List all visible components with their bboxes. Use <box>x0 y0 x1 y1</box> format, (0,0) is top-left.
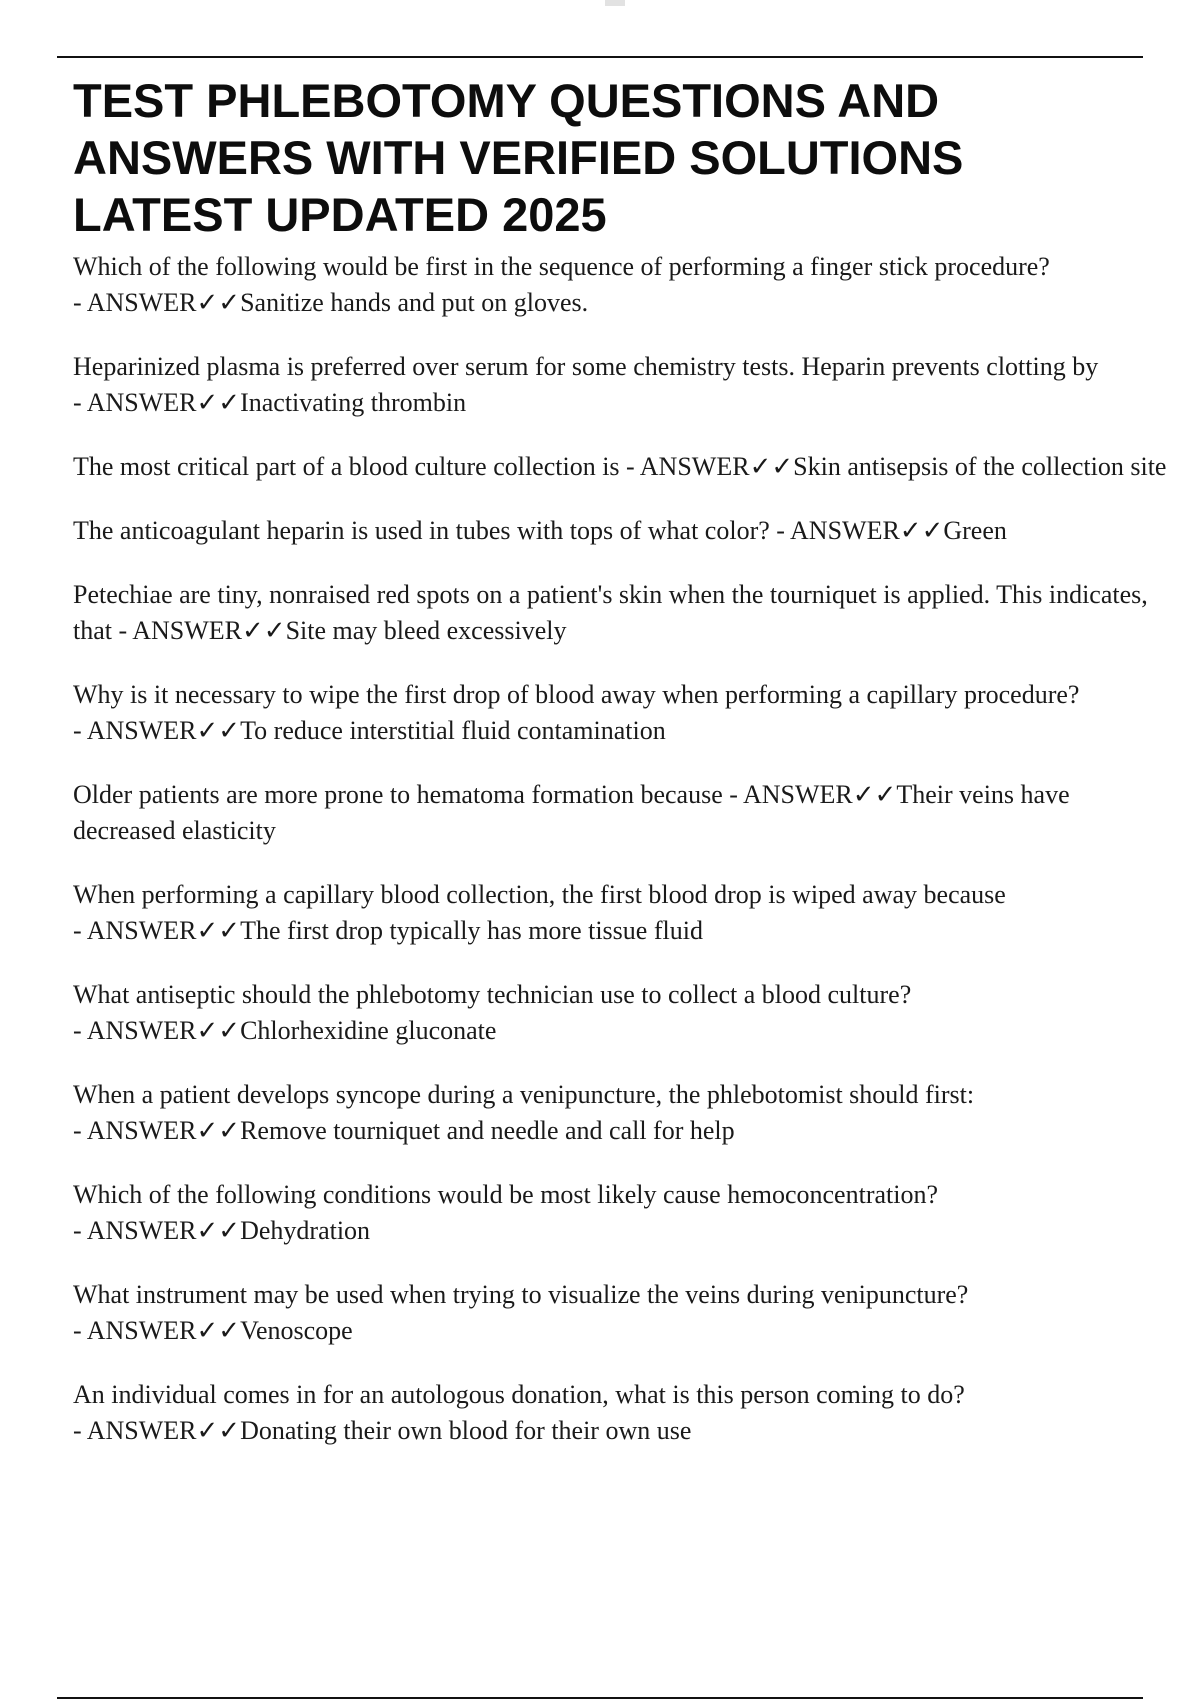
answer-label: ANSWER <box>86 916 197 945</box>
answer-text: Remove tourniquet and needle and call for help <box>240 1116 735 1145</box>
separator: - <box>73 1416 87 1445</box>
question-text: An individual comes in for an autologous donation, what is this person coming to do? <box>73 1380 965 1409</box>
answer-label: ANSWER <box>790 516 900 545</box>
answer-text: Green <box>943 516 1007 545</box>
question-text: Which of the following conditions would be most likely cause hemoconcentration? <box>73 1180 939 1209</box>
double-check-icon: ✓✓ <box>242 616 286 645</box>
qa-item <box>73 677 1173 749</box>
qa-item <box>73 1077 1173 1149</box>
answer-text: Their veins have decreased elasticity <box>73 780 1070 845</box>
double-check-icon: ✓✓ <box>852 780 897 809</box>
question-text: Heparinized plasma is preferred over serum for some chemistry tests. Heparin prevents clotting by <box>73 352 1099 381</box>
header-rule <box>57 56 1143 58</box>
separator: - <box>769 516 791 545</box>
answer-label: ANSWER <box>639 452 750 481</box>
qa-item <box>73 349 1173 421</box>
footer-rule <box>57 1697 1143 1699</box>
double-check-icon: ✓✓ <box>749 452 794 481</box>
double-check-icon: ✓✓ <box>196 1316 241 1345</box>
answer-label: ANSWER <box>86 1316 197 1345</box>
question-text: Why is it necessary to wipe the first drop of blood away when performing a capillary procedure? <box>73 680 1080 709</box>
question-text: Older patients are more prone to hematoma formation because <box>73 780 723 809</box>
answer-label: ANSWER <box>86 716 197 745</box>
page-top-marker <box>605 0 625 6</box>
separator: - <box>73 916 87 945</box>
question-text: The most critical part of a blood culture collection is <box>73 452 620 481</box>
title-line-3: LATEST UPDATED 2025 <box>73 188 607 241</box>
answer-label: ANSWER <box>86 288 197 317</box>
double-check-icon: ✓✓ <box>196 288 241 317</box>
qa-item <box>73 513 1173 549</box>
separator: - <box>73 1116 87 1145</box>
qa-item <box>73 249 1173 321</box>
question-text: What instrument may be used when trying to visualize the veins during venipuncture? <box>73 1280 969 1309</box>
question-text: Petechiae are tiny, nonraised red spots on a patient's skin when the tourniquet is applied. This indicates, that <box>73 580 1148 645</box>
double-check-icon: ✓✓ <box>196 1416 241 1445</box>
separator: - <box>73 716 87 745</box>
answer-label: ANSWER <box>86 1016 197 1045</box>
separator: - <box>73 288 87 317</box>
question-text: Which of the following would be first in the sequence of performing a finger stick procedure? <box>73 252 1050 281</box>
answer-text: To reduce interstitial fluid contamination <box>240 716 666 745</box>
answer-text: Site may bleed excessively <box>285 616 567 645</box>
title-line-2: ANSWERS WITH VERIFIED SOLUTIONS <box>73 131 964 184</box>
separator: - <box>73 1216 87 1245</box>
answer-text: Inactivating thrombin <box>240 388 467 417</box>
question-text: What antiseptic should the phlebotomy technician use to collect a blood culture? <box>73 980 912 1009</box>
answer-text: Donating their own blood for their own use <box>240 1416 692 1445</box>
qa-list <box>73 249 1173 1449</box>
document-body <box>73 72 1173 1477</box>
separator: - <box>722 780 743 809</box>
qa-item <box>73 449 1173 485</box>
separator: - <box>619 452 640 481</box>
double-check-icon: ✓✓ <box>196 388 241 417</box>
answer-text: Venoscope <box>240 1316 353 1345</box>
qa-item <box>73 1277 1173 1349</box>
double-check-icon: ✓✓ <box>196 1016 241 1045</box>
double-check-icon: ✓✓ <box>196 1216 241 1245</box>
answer-text: Dehydration <box>240 1216 371 1245</box>
separator: - <box>73 1316 87 1345</box>
answer-label: ANSWER <box>86 388 197 417</box>
qa-item <box>73 977 1173 1049</box>
title-line-1: TEST PHLEBOTOMY QUESTIONS AND <box>73 74 940 127</box>
qa-item <box>73 1377 1173 1449</box>
document-title <box>73 72 1173 243</box>
double-check-icon: ✓✓ <box>196 1116 241 1145</box>
qa-item <box>73 877 1173 949</box>
answer-text: Skin antisepsis of the collection site <box>793 452 1167 481</box>
separator: - <box>73 1016 87 1045</box>
answer-text: Chlorhexidine gluconate <box>240 1016 497 1045</box>
answer-text: The first drop typically has more tissue fluid <box>240 916 703 945</box>
double-check-icon: ✓✓ <box>899 516 944 545</box>
separator: - <box>73 388 87 417</box>
qa-item <box>73 777 1173 849</box>
answer-label: ANSWER <box>132 616 243 645</box>
qa-item <box>73 1177 1173 1249</box>
question-text: When performing a capillary blood collection, the first blood drop is wiped away because <box>73 880 1006 909</box>
answer-label: ANSWER <box>86 1116 197 1145</box>
answer-text: Sanitize hands and put on gloves. <box>240 288 589 317</box>
separator: - <box>112 616 133 645</box>
qa-item <box>73 577 1173 649</box>
double-check-icon: ✓✓ <box>196 716 241 745</box>
answer-label: ANSWER <box>86 1416 197 1445</box>
answer-label: ANSWER <box>742 780 853 809</box>
question-text: The anticoagulant heparin is used in tubes with tops of what color? <box>73 516 770 545</box>
question-text: When a patient develops syncope during a venipuncture, the phlebotomist should first: <box>73 1080 975 1109</box>
double-check-icon: ✓✓ <box>196 916 241 945</box>
answer-label: ANSWER <box>86 1216 197 1245</box>
